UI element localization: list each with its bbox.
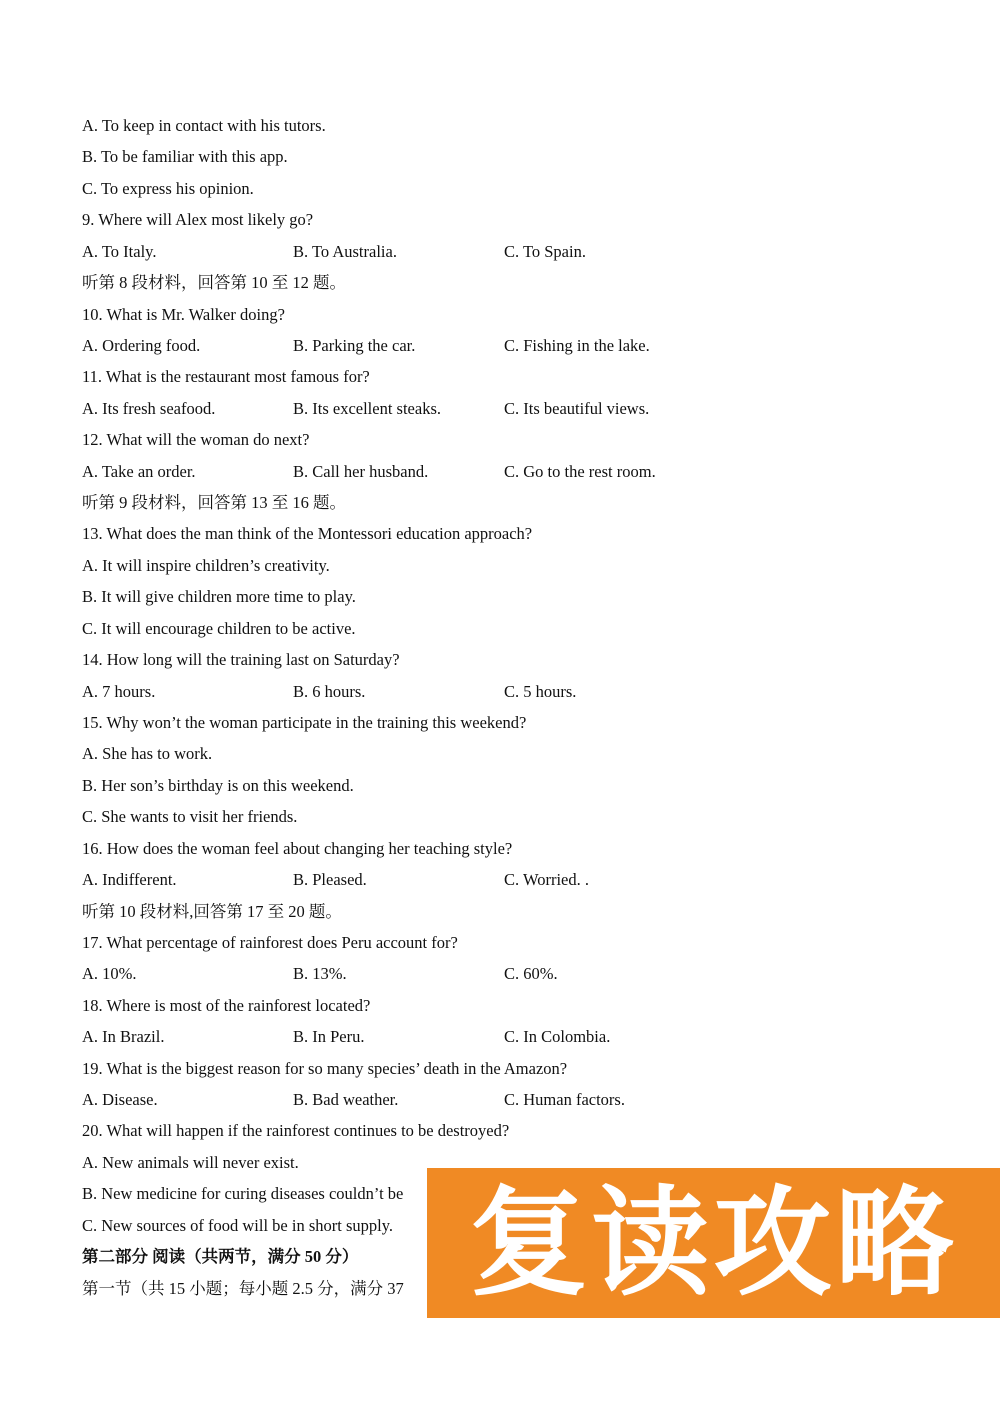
text-line: 9. Where will Alex most likely go? [82, 210, 314, 230]
text-line: 听第 10 段材料,回答第 17 至 20 题。 [82, 901, 342, 921]
option-c: C. Go to the rest room. [504, 461, 656, 481]
option-a: A. Take an order. [82, 461, 196, 481]
text-line: 10. What is Mr. Walker doing? [82, 304, 285, 324]
text-line: B. To be familiar with this app. [82, 147, 288, 167]
option-b: B. Bad weather. [293, 1090, 399, 1110]
option-b: B. In Peru. [293, 1027, 365, 1047]
option-c: C. 60%. [504, 964, 558, 984]
text-line: 听第 8 段材料，回答第 10 至 12 题。 [82, 273, 346, 293]
option-c: C. Worried. . [504, 870, 589, 890]
text-line: 19. What is the biggest reason for so many species’ death in the Amazon? [82, 1058, 568, 1078]
option-b: B. 6 hours. [293, 681, 366, 701]
section-heading: 第二部分 阅读（共两节，满分 50 分） [82, 1247, 359, 1267]
option-c: C. Human factors. [504, 1090, 625, 1110]
text-line: 第一节（共 15 小题；每小题 2.5 分，满分 37 [82, 1278, 404, 1298]
option-a: A. Indifferent. [82, 870, 177, 890]
text-line: 16. How does the woman feel about changing her teaching style? [82, 838, 513, 858]
text-line: C. She wants to visit her friends. [82, 807, 298, 827]
text-line: 18. Where is most of the rainforest located? [82, 995, 371, 1015]
option-c: C. Fishing in the lake. [504, 335, 650, 355]
option-c: C. In Colombia. [504, 1027, 611, 1047]
option-a: A. Disease. [82, 1090, 158, 1110]
option-a: A. In Brazil. [82, 1027, 165, 1047]
option-c: C. 5 hours. [504, 681, 577, 701]
option-a: A. Its fresh seafood. [82, 398, 216, 418]
text-line: C. To express his opinion. [82, 178, 254, 198]
text-line: A. To keep in contact with his tutors. [82, 116, 326, 135]
text-line: A. New animals will never exist. [82, 1152, 299, 1172]
watermark-banner [427, 1168, 1000, 1318]
option-b: B. Parking the car. [293, 335, 416, 355]
text-line: 11. What is the restaurant most famous for? [82, 367, 370, 387]
text-line: 15. Why won’t the woman participate in the training this weekend? [82, 712, 527, 732]
option-a: A. 10%. [82, 964, 137, 984]
banner-text: 复读攻略 [469, 1174, 958, 1312]
option-b: B. To Australia. [293, 241, 397, 261]
text-line: 20. What will happen if the rainforest continues to be destroyed? [82, 1121, 510, 1141]
text-line: B. New medicine for curing diseases couldn’t be [82, 1184, 404, 1204]
option-b: B. Pleased. [293, 870, 367, 890]
option-a: A. Ordering food. [82, 335, 201, 355]
option-a: A. To Italy. [82, 241, 157, 261]
text-line: 17. What percentage of rainforest does Peru account for? [82, 932, 458, 952]
text-line: 13. What does the man think of the Montessori education approach? [82, 524, 533, 544]
option-c: C. Its beautiful views. [504, 398, 650, 418]
option-b: B. Its excellent steaks. [293, 398, 442, 418]
text-line: 14. How long will the training last on Saturday? [82, 650, 400, 670]
text-line: B. Her son’s birthday is on this weekend. [82, 775, 354, 795]
text-line: A. It will inspire children’s creativity. [82, 555, 330, 575]
text-line: C. It will encourage children to be active. [82, 618, 356, 638]
text-line: 听第 9 段材料，回答第 13 至 16 题。 [82, 493, 346, 513]
text-line: 12. What will the woman do next? [82, 430, 310, 450]
text-line: A. She has to work. [82, 744, 213, 764]
option-c: C. To Spain. [504, 241, 586, 261]
option-b: B. Call her husband. [293, 461, 429, 481]
option-a: A. 7 hours. [82, 681, 156, 701]
option-b: B. 13%. [293, 964, 347, 984]
text-line: B. It will give children more time to play. [82, 587, 356, 607]
text-line: C. New sources of food will be in short supply. [82, 1215, 394, 1235]
